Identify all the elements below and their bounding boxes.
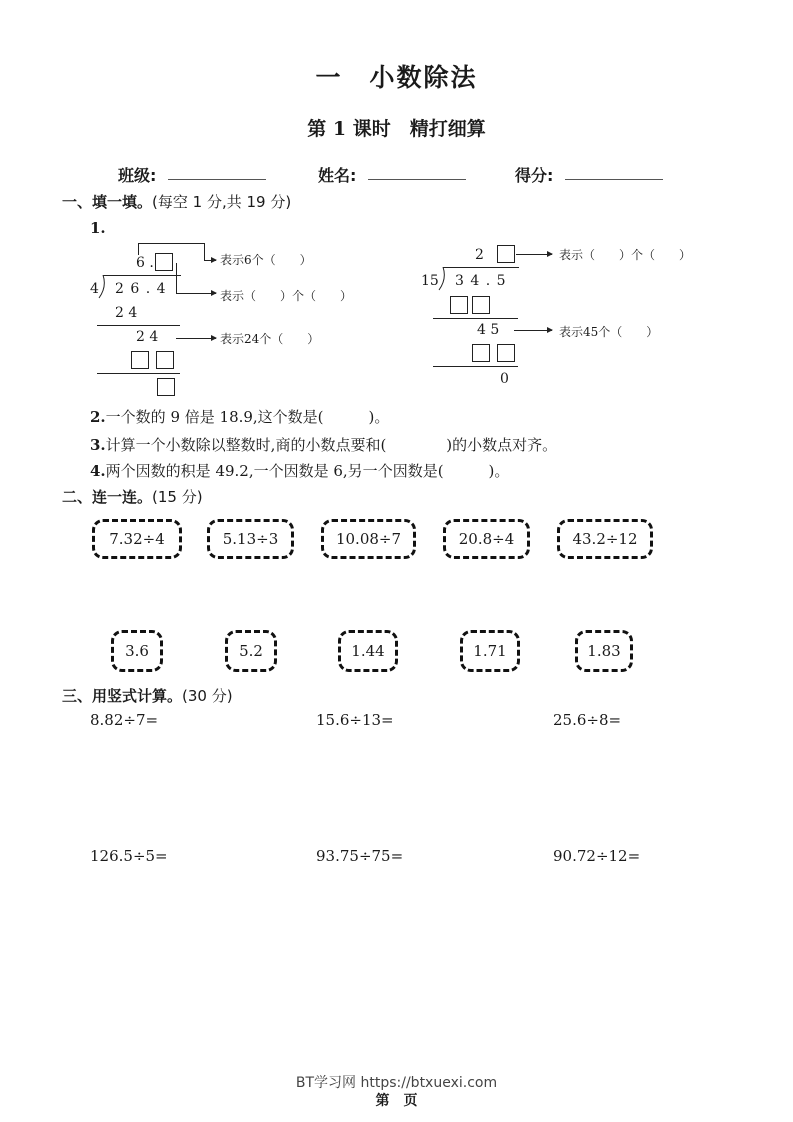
expression-card[interactable]: 7.32÷4 <box>92 519 182 559</box>
answer-box[interactable] <box>497 245 515 263</box>
arrow-icon <box>204 260 216 261</box>
division-bracket-icon <box>438 267 448 291</box>
answer-card[interactable]: 1.83 <box>575 630 633 672</box>
section2-title: 二、连一连。 <box>62 488 153 506</box>
right-remainder: 0 <box>500 371 509 387</box>
class-label: 班级: <box>118 166 157 185</box>
right-quotient: 2 <box>475 247 484 263</box>
section3-title: 三、用竖式计算。 <box>62 687 183 705</box>
class-field[interactable] <box>168 179 266 180</box>
left-note-c: 表示24个（ ） <box>220 332 320 346</box>
right-divisor: 15 <box>421 273 439 289</box>
subtraction-line <box>433 366 518 367</box>
expression-card[interactable]: 20.8÷4 <box>443 519 530 559</box>
subtraction-line <box>433 318 518 319</box>
score-field[interactable] <box>565 179 663 180</box>
right-dividend: 3 4 . 5 <box>455 273 507 289</box>
division-bar <box>443 267 519 268</box>
section1-title: 一、填一填。 <box>62 193 153 211</box>
bracket-line <box>204 243 205 260</box>
answer-box[interactable] <box>450 296 468 314</box>
section2-heading <box>62 486 203 507</box>
answer-card[interactable]: 3.6 <box>111 630 163 672</box>
left-note-a: 表示6个（ ） <box>220 253 312 267</box>
q2-text: 一个数的 9 倍是 18.9,这个数是( )。 <box>105 408 390 426</box>
right-note-a: 表示（ ）个（ ） <box>559 248 692 262</box>
section3-heading <box>62 685 233 706</box>
q4-number: 4. <box>90 462 106 480</box>
question-2 <box>90 406 389 427</box>
answer-box[interactable] <box>497 344 515 362</box>
footer-page: 第 页 <box>375 1093 418 1109</box>
calc-problem: 90.72÷12= <box>553 847 641 865</box>
page-title: 一 小数除法 <box>315 63 478 92</box>
left-step1: 2 4 <box>115 305 138 321</box>
answer-card[interactable]: 1.71 <box>460 630 520 672</box>
lesson-subtitle: 第 1 课时 精打细算 <box>307 118 486 140</box>
arrow-icon <box>176 293 216 294</box>
answer-box[interactable] <box>131 351 149 369</box>
q4-text: 两个因数的积是 49.2,一个因数是 6,另一个因数是( )。 <box>105 462 510 480</box>
q3-number: 3. <box>90 436 106 454</box>
answer-card[interactable]: 1.44 <box>338 630 398 672</box>
arrow-icon <box>516 254 552 255</box>
question-3 <box>90 434 557 455</box>
left-step2: 2 4 <box>136 329 159 345</box>
expression-card[interactable]: 5.13÷3 <box>207 519 294 559</box>
section2-points: (15 分) <box>152 488 203 506</box>
left-divisor: 4 <box>90 281 99 297</box>
score-label: 得分: <box>515 166 554 185</box>
section1-points: (每空 1 分,共 19 分) <box>152 193 292 211</box>
name-field[interactable] <box>368 179 466 180</box>
division-bar <box>103 275 181 276</box>
calc-problem: 93.75÷75= <box>316 847 404 865</box>
calc-problem: 126.5÷5= <box>90 847 168 865</box>
bracket-line <box>138 243 139 255</box>
q3-text: 计算一个小数除以整数时,商的小数点要和( )的小数点对齐。 <box>105 436 558 454</box>
arrow-icon <box>514 330 552 331</box>
division-bracket-icon <box>98 275 108 299</box>
calc-problem: 8.82÷7= <box>90 711 159 729</box>
bracket-line <box>138 243 204 244</box>
footer-site: BT学习网 https://btxuexi.com <box>295 1075 498 1091</box>
section3-points: (30 分) <box>182 687 233 705</box>
calc-problem: 25.6÷8= <box>553 711 622 729</box>
left-quotient: 6 . <box>136 255 154 271</box>
section1-heading <box>62 191 291 212</box>
arrow-icon <box>176 338 216 339</box>
subtraction-line <box>97 373 180 374</box>
q1-label: 1. <box>90 219 106 237</box>
calc-problem: 15.6÷13= <box>316 711 394 729</box>
expression-card[interactable]: 43.2÷12 <box>557 519 653 559</box>
left-dividend: 2 6 . 4 <box>115 281 167 297</box>
bracket-line <box>176 263 177 293</box>
answer-box[interactable] <box>472 296 490 314</box>
answer-box[interactable] <box>155 253 173 271</box>
answer-box[interactable] <box>156 351 174 369</box>
expression-card[interactable]: 10.08÷7 <box>321 519 416 559</box>
left-note-b: 表示（ ）个（ ） <box>220 289 353 303</box>
answer-box[interactable] <box>157 378 175 396</box>
answer-box[interactable] <box>472 344 490 362</box>
answer-card[interactable]: 5.2 <box>225 630 277 672</box>
question-4 <box>90 460 509 481</box>
subtraction-line <box>97 325 180 326</box>
right-step2: 4 5 <box>477 322 500 338</box>
right-note-c: 表示45个（ ） <box>559 325 659 339</box>
name-label: 姓名: <box>318 166 357 185</box>
q2-number: 2. <box>90 408 106 426</box>
